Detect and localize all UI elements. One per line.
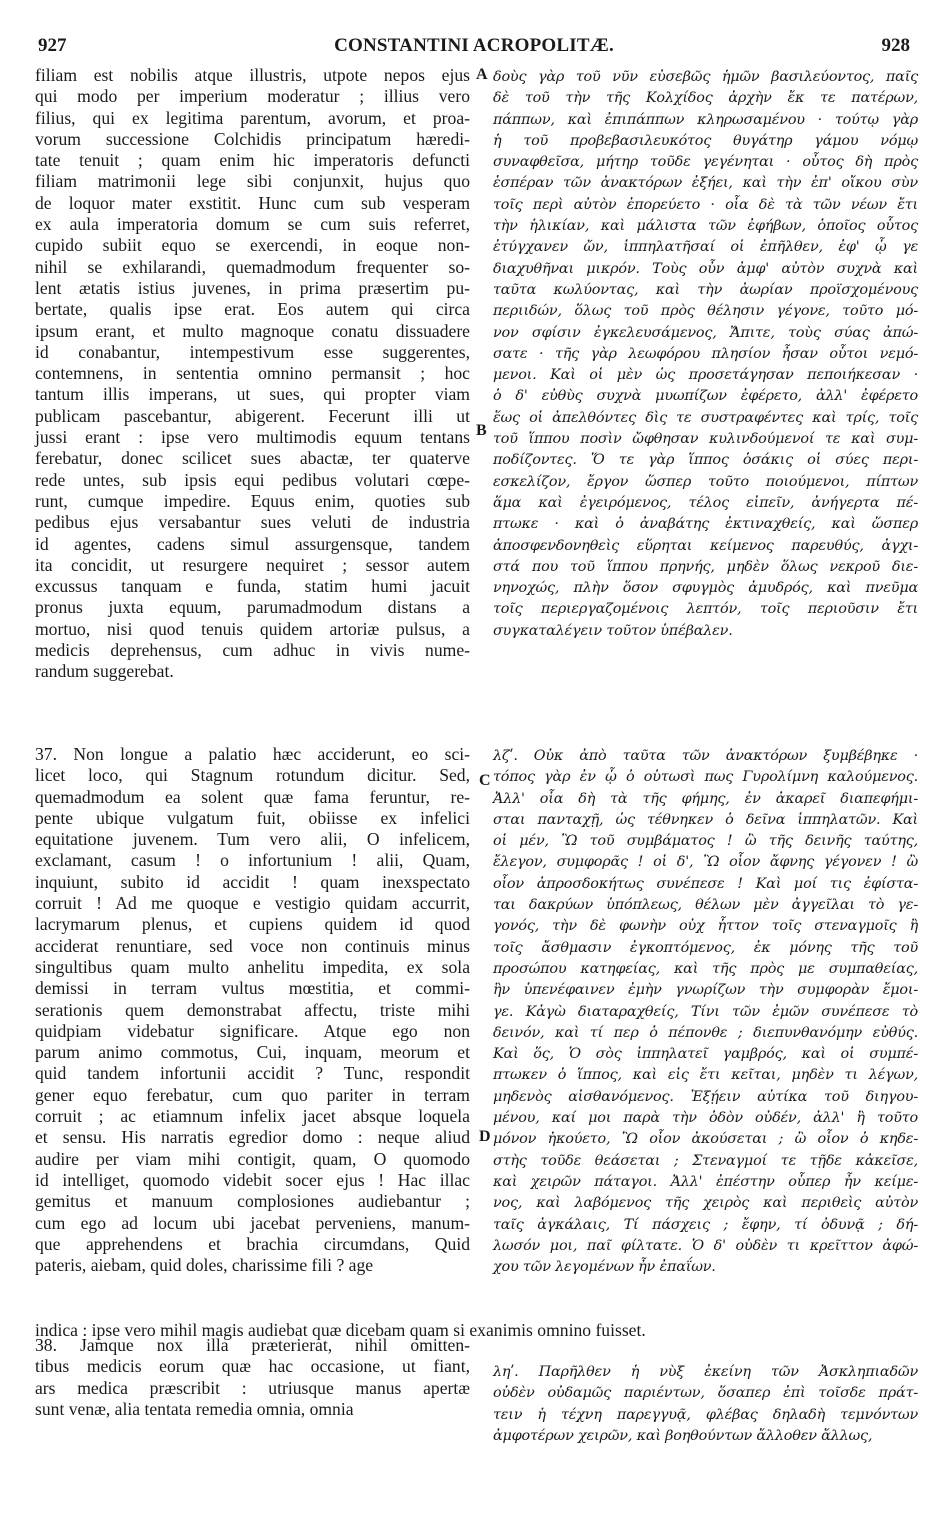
latin-text-line: 37. Non longue a palatio hæc acciderunt, eo sci- bbox=[35, 744, 470, 764]
latin-text-line: mortuo, nisi quod tenuis quidem artoriæ pulsus, a bbox=[35, 618, 470, 639]
greek-text-line: τοῖς περὶ αὐτὸν ἐπορεύετο · οἷα δὲ τὰ τῶν νέων ἔτι bbox=[493, 196, 918, 213]
latin-text-line: medicis deprehensus, cum adhuc in vivis nume- bbox=[35, 640, 470, 661]
latin-text-line: ipsum erant, et multo magnoque conatu dissuadere bbox=[35, 320, 470, 341]
latin-text-line: gener equo ferebatur, cum quo pariter in terram bbox=[35, 1084, 470, 1105]
greek-text-line: ὁ δ' εὐθὺς συχνὰ μυωπίζων ἐφέρετο, ἀλλ' ἐφέρετο bbox=[493, 388, 918, 405]
latin-text-line: acciderat renuntiare, sed voce non continuis minus bbox=[35, 935, 470, 956]
latin-text-line: tate tenuit ; quam enim hic imperatoris defuncti bbox=[35, 150, 470, 171]
greek-text-line: ἀποσφενδονηθεὶς εὕρηται κείμενος παρευθύς, ἀγχι- bbox=[493, 537, 918, 554]
latin-text-line: nihil se exhilarandi, quemadmodum frequenter so- bbox=[35, 256, 470, 277]
latin-text-line: filiam est nobilis atque illustris, utpote nepos ejus bbox=[35, 65, 470, 85]
latin-text-line: pedibus ejus versabantur sues veluti de industria bbox=[35, 512, 470, 533]
greek-text-line: δεινόν, καὶ τί περ ὁ πέπονθε ; διεπυνθανόμην εὐθύς. bbox=[493, 1024, 918, 1041]
section-marker-a: A bbox=[476, 66, 488, 83]
section-marker-d: D bbox=[479, 1128, 491, 1145]
greek-text-line: Ἀλλ' οἷα δὴ τὰ τῆς φήμης, ἐν ἀκαρεῖ διαπεφήμι- bbox=[493, 790, 918, 807]
latin-text-line: id intelliget, quomodo videbit socer ejus ! Hac illac bbox=[35, 1169, 470, 1190]
section-marker-c: C bbox=[479, 772, 491, 789]
greek-column-block-1 bbox=[493, 67, 918, 642]
greek-text-line: τοῦ ἵππου ποσὶν ὤφθησαν κυλινδούμενοί τε καὶ συμ- bbox=[493, 431, 918, 448]
latin-text-line: filius, qui ex legitima parentum, avorum, et proa- bbox=[35, 107, 470, 128]
greek-text-line: συγκαταλέγειν τοῦτον ὑπέβαλεν. bbox=[493, 622, 733, 639]
greek-text-line: δοὺς γὰρ τοῦ νῦν εὐσεβῶς ἡμῶν βασιλεύοντος, παῖς bbox=[493, 69, 918, 85]
latin-text-line: cupido subiit equo se exercendi, in eoque non- bbox=[35, 235, 470, 256]
greek-text-line: συναφθεῖσα, μήτηρ τοῦδε γεγένηται · οὗτος δὴ πρὸς bbox=[493, 154, 918, 171]
greek-text-line: ἑσπέραν τῶν ἀνακτόρων ἐξήει, καὶ τὴν ἐπ' οἴκου σὺν bbox=[493, 175, 918, 192]
latin-text-line: pronus juxta equum, parumadmodum distans a bbox=[35, 597, 470, 618]
greek-text-line: σται πανταχῇ, ὡς τέθνηκεν ὁ δεῖνα ἱππηλατῶν. Καὶ bbox=[493, 811, 918, 828]
greek-text-line: ληʹ. Παρῆλθεν ἡ νὺξ ἐκείνη τῶν Ἀσκληπιαδῶν bbox=[493, 1364, 918, 1380]
greek-text-line: τοῖς ἄσθμασιν ἐγκοπτόμενος, ἐκ μόνης τῆς τοῦ bbox=[493, 939, 918, 956]
latin-text-line: cum ego ad locum ubi jacebat perveniens, manum- bbox=[35, 1212, 470, 1233]
greek-text-line: δὲ τοῦ τὴν τῆς Κολχίδος ἀρχὴν ἔκ τε πατέρων, bbox=[493, 90, 918, 107]
greek-text-line: τοῖς περιεργαζομένοις λεπτόν, τοῖς περιοῦσιν ἔτι bbox=[493, 601, 918, 618]
page-header bbox=[36, 0, 912, 62]
latin-text-line: excussus tanquam e funda, statim humi jacuit bbox=[35, 576, 470, 597]
latin-text-line: jussi erant : ipse vero multimodis equum tentans bbox=[35, 427, 470, 448]
latin-text-line: 38. Jamque nox illa præterierat, nihil omitten- bbox=[35, 1335, 470, 1355]
greek-text-line: ταῦτα κωλύοντας, καὶ τὴν ἀωρίαν προϊσχομένους bbox=[493, 281, 918, 298]
greek-text-line: τὴν ἡλικίαν, καὶ μάλιστα τῶν ἐφήβων, ὁποῖος οὗτος bbox=[493, 218, 918, 235]
latin-text-line: licet loco, qui Stagnum rotundum dicitur. Sed, bbox=[35, 765, 470, 786]
greek-text-line: καὶ χειρῶν πάταγοι. Ἀλλ' ἐπέστην οὗπερ ἦν κείμε- bbox=[493, 1173, 918, 1190]
section-marker-b: B bbox=[476, 422, 487, 439]
greek-text-line: στά που τοῦ ἵππου πρηνής, μηδὲν ὅλως νεκροῦ διε- bbox=[493, 558, 918, 575]
latin-text-line: singultibus quam multo anhelitu impedita, ex sola bbox=[35, 956, 470, 977]
greek-text-line: νος, καὶ λαβόμενος τῆς χειρὸς καὶ περιθεὶς αὐτὸν bbox=[493, 1195, 918, 1212]
latin-text-line: audire per viam mihi contigit, quam, O quomodo bbox=[35, 1148, 470, 1169]
latin-text-line: runt, cumque impedire. Equus enim, quoties sub bbox=[35, 490, 470, 511]
greek-text-line: οἱ μέν, Ὢ τοῦ συμβάματος ! ὢ τῆς δεινῆς ταύτης, bbox=[493, 833, 918, 850]
latin-text-line: et sensu. His narratis egredior domo : neque aliud bbox=[35, 1127, 470, 1148]
latin-text-line: serationis quem demonstrabat affectu, triste mihi bbox=[35, 999, 470, 1020]
greek-text-line: οὐδὲν οὐδαμῶς παριέντων, ὅσαπερ ἐπὶ τοῖσδε πράτ- bbox=[493, 1385, 918, 1402]
latin-text-line: tantum illis imperans, ut sues, qui propter viam bbox=[35, 384, 470, 405]
latin-text-line: ferebatur, donec scilicet sues abactæ, ter quaterve bbox=[35, 448, 470, 469]
latin-column-block-1 bbox=[35, 65, 470, 683]
greek-text-line: ἣν ὑπενέφαινεν ἐμὴν γνωρίζων τὴν συμφορὰν ἔμοι- bbox=[493, 982, 918, 999]
latin-text-line: contemnens, in sententia omnino permansit ; hoc bbox=[35, 363, 470, 384]
latin-text-line: ex aula imperatoria domum se cum suis referret, bbox=[35, 214, 470, 235]
latin-text-line: publicam pascebantur, abigerent. Fecerunt illi ut bbox=[35, 405, 470, 426]
greek-text-line: ἐτύγχανεν ὤν, ἱππηλατῆσαί οἱ ἐπῆλθεν, ἐφ' ᾧ γε bbox=[493, 239, 918, 256]
latin-text-line: quid tandem infortunii accidit ? Tunc, respondit bbox=[35, 1063, 470, 1084]
latin-text-line: pente ubique vulgatum fuit, obiisse ex infelici bbox=[35, 807, 470, 828]
latin-text-line: parum animo commotus, Cui, inquam, meorum et bbox=[35, 1042, 470, 1063]
greek-text-line: οἷον ἀπροσδοκήτως συνέπεσε ! Καὶ μοί τις ἐφίστα- bbox=[493, 875, 918, 892]
latin-text-line: filiam matrimonii lege sibi conjunxit, hujus quo bbox=[35, 171, 470, 192]
greek-text-line: σατε · τῆς γὰρ λεωφόρου πλησίον ἦσαν οὗτοι νεμό- bbox=[493, 345, 918, 362]
greek-text-line: γε. Κἀγὼ διαταραχθείς, Τίνι τῶν ἐμῶν συνέπεσε τὸ bbox=[493, 1003, 918, 1020]
latin-text-line: sunt venæ, alia tentata remedia omnia, omnia bbox=[35, 1398, 354, 1419]
latin-text-line: tibus medicis eorum quæ hac occasione, ut fiant, bbox=[35, 1356, 470, 1377]
greek-text-line: Καὶ ὅς, Ὁ σὸς ἱππηλατεῖ γαμβρός, καὶ οἱ συμπέ- bbox=[493, 1046, 918, 1063]
latin-text-line: quidpiam videbatur significare. Atque ego non bbox=[35, 1020, 470, 1041]
latin-text-line: demissi in terram vultus mœstitia, et commi- bbox=[35, 978, 470, 999]
latin-text-line: ita concidit, ut resurgere nequiret ; sessor autem bbox=[35, 554, 470, 575]
latin-text-line: ars medica præscribit : utriusque manus apertæ bbox=[35, 1377, 470, 1398]
greek-text-line: μενοι. Καὶ οἱ μὲν ὡς προσετάγησαν πεποιήκεσαν · bbox=[493, 367, 918, 384]
greek-text-line: ἅμα καὶ ἐγειρόμενος, τέλος εἰπεῖν, ἀνήγερτα πέ- bbox=[493, 494, 918, 511]
greek-text-line: ἡ τοῦ προβεβασιλευκότος θυγάτηρ γάμου νόμῳ bbox=[493, 132, 918, 149]
greek-text-line: μόνον ἠκούετο, Ὢ οἷον ἀκούσεται ; ὢ οἷον ὁ κηδε- bbox=[493, 1131, 918, 1148]
greek-text-line: στὴς τοῦδε θεάσεται ; Στεναγμοί τε τῇδε κἀκεῖσε, bbox=[493, 1152, 918, 1169]
greek-text-line: νηνοχώς, πλὴν ὅσον σφυγμὸς ἀμυδρός, καὶ πνεῦμα bbox=[493, 580, 918, 597]
greek-text-line: ταῖς ἀγκάλαις, Τί πάσχεις ; ἔφην, τί ὀδυνᾷ ; δή- bbox=[493, 1216, 918, 1233]
greek-text-line: μένου, καί μοι παρὰ τὴν ὁδὸν οὐδέν, ἀλλ' ἢ τοῦτο bbox=[493, 1110, 918, 1127]
greek-text-line: λζʹ. Οὐκ ἀπὸ ταῦτα τῶν ἀνακτόρων ξυμβέβηκε · bbox=[493, 748, 918, 764]
latin-text-line: gemitus et manuum complosiones audiebantur ; bbox=[35, 1191, 470, 1212]
greek-text-line: μηδενὸς αἰσθανόμενος. Ἐξῄειν αὐτίκα τοῦ διηγου- bbox=[493, 1088, 918, 1105]
latin-text-line: de loquor mater exstitit. Hunc cum sub vesperam bbox=[35, 192, 470, 213]
latin-text-line: exclamant, casum ! o infortunium ! alii, Quam, bbox=[35, 850, 470, 871]
latin-text-line: rede untes, sub ipsis equi pedibus volutari cœpe- bbox=[35, 469, 470, 490]
greek-text-line: τειν ἡ τέχνη παρεγγυᾷ, φλέβας δηλαδὴ τεμνόντων bbox=[493, 1406, 918, 1423]
greek-text-line: ποδίζοντες. Ὅ τε γὰρ ἵππος ὁσάκις οἱ σύες περι- bbox=[493, 452, 918, 469]
greek-text-line: περιιδών, ὅλως τοῦ πρὸς θέλησιν γέγονε, τοῦτο μό- bbox=[493, 303, 918, 320]
greek-text-line: ἕως οἱ ἀπελθόντες δὶς τε συστραφέντες καὶ τρίς, τοῖς bbox=[493, 409, 918, 426]
page-number-right: 928 bbox=[881, 35, 910, 56]
greek-text-line: ται δακρύων ὑπόπλεως, θέλων μὲν ἀγγεῖλαι τὸ γε- bbox=[493, 897, 918, 914]
latin-text-line: lent ætatis istius juvenes, in prima præsertim pu- bbox=[35, 277, 470, 298]
latin-text-line: randum suggerebat. bbox=[35, 661, 174, 682]
greek-text-line: λωσόν μοι, παῖ φίλτατε. Ὁ δ' οὐδὲν τι κρεῖττον ἀφώ- bbox=[493, 1237, 918, 1254]
greek-text-line: χου τῶν λεγομένων ἦν ἐπαΐων. bbox=[493, 1259, 716, 1276]
greek-text-line: ἀμφοτέρων χειρῶν, καὶ βοηθούντων ἄλλοθεν ἄλλως, bbox=[493, 1427, 873, 1444]
latin-text-line: corruit ! Ad me quoque e vestigio quidam accurrit, bbox=[35, 893, 470, 914]
latin-text-line: corruit ; ac etiamnum infelix jacet absque loquela bbox=[35, 1106, 470, 1127]
spanning-latin-line: indica : ipse vero mihil magis audiebat quæ dicebam quam si exanimis omnino fuisset. bbox=[35, 1320, 646, 1340]
greek-text-line: διαχυθῆναι μικρόν. Τοὺς οὖν ἀμφ' αὐτὸν συχνὰ καὶ bbox=[493, 260, 918, 277]
greek-column-block-2 bbox=[493, 746, 918, 1278]
running-title: CONSTANTINI ACROPOLITÆ. bbox=[334, 35, 614, 56]
latin-column-block-2 bbox=[35, 744, 470, 1276]
greek-text-line: πάππων, καὶ ἐπιπάππων κληρωσαμένου · τούτῳ γὰρ bbox=[493, 111, 918, 128]
latin-text-line: inquiunt, subito id accidit ! quam inexspectato bbox=[35, 871, 470, 892]
greek-text-line: πτωκεν ὁ ἵππος, καὶ εἰς ἔτι κεῖται, μηδὲν τι λέγων, bbox=[493, 1067, 918, 1084]
greek-text-line: εσκελίζον, ἔργον ὥσπερ τοῦτο ποιούμενοι, πίπτων bbox=[493, 473, 918, 490]
latin-text-line: que apprehendens et brachia circumdans, Quid bbox=[35, 1233, 470, 1254]
greek-text-line: τόπος γὰρ ἐν ᾧ ὁ οὑτωσὶ πως Γυρολίμνη καλούμενος. bbox=[493, 769, 918, 786]
latin-text-line: equitatione juvenem. Tum vero alii, O infelicem, bbox=[35, 829, 470, 850]
latin-text-line: qui modo per imperium moderatur ; illius vero bbox=[35, 86, 470, 107]
latin-text-line: id conabantur, intempestivum esse suggerentes, bbox=[35, 341, 470, 362]
latin-text-line: vorum successione Colchidis principatum hæredi- bbox=[35, 128, 470, 149]
latin-text-line: quemadmodum ea solent quæ fama feruntur, re- bbox=[35, 786, 470, 807]
latin-text-line: bertate, qualis ipse erat. Eos autem qui circa bbox=[35, 299, 470, 320]
greek-text-line: πτωκε · καὶ ὁ ἀναβάτης ἐκτιναχθείς, καὶ ὥσπερ bbox=[493, 516, 918, 533]
latin-column-block-3 bbox=[35, 1335, 470, 1420]
greek-text-line: ἔλεγον, συμφορᾶς ! οἱ δ', Ὢ οἷον ἄφνης γέγονεν ! ὢ bbox=[493, 854, 918, 871]
greek-column-block-3 bbox=[493, 1362, 918, 1447]
latin-text-line: id agentes, cadens simul assurgensque, tandem bbox=[35, 533, 470, 554]
latin-text-line: lacrymarum plenus, et cupiens quidem id quod bbox=[35, 914, 470, 935]
greek-text-line: προσώπου κατηφείας, καὶ τῆς πρὸς με συμπαθείας, bbox=[493, 960, 918, 977]
greek-text-line: νον σφίσιν ἐγκελευσάμενος, Ἄπιτε, τοὺς σύας ἀπώ- bbox=[493, 324, 918, 341]
latin-text-line: pateris, aiebam, quid doles, charissime fili ? age bbox=[35, 1255, 374, 1276]
greek-text-line: γονός, τὴν δὲ φωνὴν οὐχ ἧττον τοῖς στεναγμοῖς ἢ bbox=[493, 918, 918, 935]
page-number-left: 927 bbox=[38, 35, 67, 56]
